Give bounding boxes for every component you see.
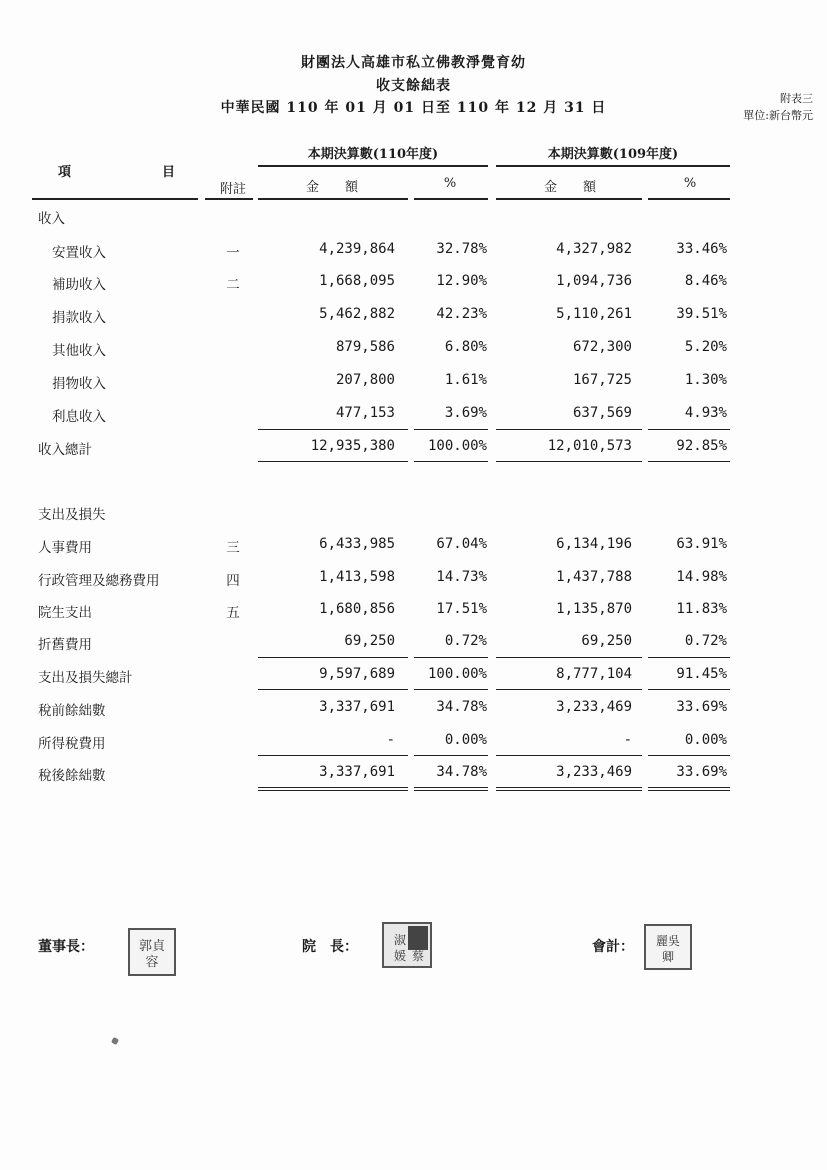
total-rule bbox=[496, 689, 642, 690]
pct-prior: 39.51% bbox=[676, 306, 727, 322]
amount-prior: 3,233,469 bbox=[556, 699, 632, 715]
row-label: 利息收入 bbox=[52, 409, 106, 425]
subtotal-rule bbox=[258, 429, 408, 430]
scan-speck bbox=[111, 1037, 119, 1045]
pct-current: 17.51% bbox=[436, 601, 487, 617]
pct-current: 3.69% bbox=[444, 405, 487, 421]
table-row bbox=[0, 306, 827, 328]
table-row bbox=[0, 339, 827, 361]
row-note: 一 bbox=[226, 245, 240, 261]
row-label: 人事費用 bbox=[38, 540, 92, 556]
rule-prior-top bbox=[496, 165, 730, 167]
row-expense-total bbox=[0, 666, 827, 688]
row-label: 捐款收入 bbox=[52, 310, 106, 326]
chair-seal bbox=[128, 928, 176, 976]
subtotal-rule bbox=[648, 657, 730, 658]
pct-prior: 11.83% bbox=[676, 601, 727, 617]
row-label: 支出及損失總計 bbox=[38, 670, 133, 686]
amount-current: 12,935,380 bbox=[310, 438, 395, 454]
head-item-1: 項 bbox=[58, 165, 72, 180]
row-label: 行政管理及總務費用 bbox=[38, 573, 160, 589]
amount-prior: 5,110,261 bbox=[556, 306, 632, 322]
subtotal-rule bbox=[496, 657, 642, 658]
row-note: 五 bbox=[226, 605, 240, 621]
svg-text:蔡: 蔡 bbox=[411, 949, 425, 963]
accountant-seal bbox=[644, 924, 692, 970]
amount-prior: 1,094,736 bbox=[556, 273, 632, 289]
head-prior: 本期決算數(109年度) bbox=[547, 147, 679, 162]
amount-prior: 6,134,196 bbox=[556, 536, 632, 552]
pct-prior: 0.00% bbox=[684, 732, 727, 748]
pct-current: 0.00% bbox=[444, 732, 487, 748]
double-rule bbox=[496, 787, 642, 788]
head-item-2: 目 bbox=[162, 165, 176, 180]
row-label: 支出及損失 bbox=[38, 507, 106, 523]
amount-current: - bbox=[386, 732, 395, 748]
pct-current: 0.72% bbox=[444, 633, 487, 649]
director-label: 院 長： bbox=[302, 939, 358, 955]
chair-label: 董事長： bbox=[38, 939, 94, 955]
amount-current: 3,337,691 bbox=[319, 699, 395, 715]
amount-prior: 672,300 bbox=[572, 339, 632, 355]
svg-text:媛: 媛 bbox=[393, 949, 407, 963]
table-row bbox=[0, 569, 827, 591]
row-income-total bbox=[0, 438, 827, 460]
pct-current: 34.78% bbox=[436, 764, 487, 780]
total-rule bbox=[414, 461, 488, 462]
subtotal-rule bbox=[414, 755, 488, 756]
amount-prior: 8,777,104 bbox=[556, 666, 632, 682]
pct-prior: 1.30% bbox=[684, 372, 727, 388]
pct-current: 12.90% bbox=[436, 273, 487, 289]
total-rule bbox=[258, 461, 408, 462]
svg-text:郭貞: 郭貞 bbox=[138, 939, 166, 954]
double-rule bbox=[258, 790, 408, 791]
subtotal-rule bbox=[496, 755, 642, 756]
row-label: 折舊費用 bbox=[38, 637, 92, 653]
pct-prior: 33.69% bbox=[676, 764, 727, 780]
seal-chair-graphic bbox=[130, 930, 174, 974]
head-note: 附註 bbox=[219, 182, 246, 197]
rule-amount-current bbox=[258, 198, 408, 200]
amount-current: 4,239,864 bbox=[319, 241, 395, 257]
double-rule bbox=[414, 787, 488, 788]
pct-prior: 63.91% bbox=[676, 536, 727, 552]
pct-prior: 91.45% bbox=[676, 666, 727, 682]
report-period: 中華民國 110 年 01 月 01 日至 110 年 12 月 31 日 bbox=[220, 100, 607, 116]
rule-amount-prior bbox=[496, 198, 642, 200]
row-label: 其他收入 bbox=[52, 343, 106, 359]
amount-current: 207,800 bbox=[335, 372, 395, 388]
amount-current: 3,337,691 bbox=[319, 764, 395, 780]
amount-current: 6,433,985 bbox=[319, 536, 395, 552]
pct-current: 14.73% bbox=[436, 569, 487, 585]
amount-prior: 1,437,788 bbox=[556, 569, 632, 585]
row-income-tax bbox=[0, 732, 827, 754]
amount-prior: 12,010,573 bbox=[547, 438, 632, 454]
amount-prior: 167,725 bbox=[572, 372, 632, 388]
row-label: 稅前餘絀數 bbox=[38, 703, 106, 719]
subtotal-rule bbox=[648, 755, 730, 756]
amount-current: 1,413,598 bbox=[319, 569, 395, 585]
row-aftertax bbox=[0, 764, 827, 786]
director-seal bbox=[382, 922, 432, 968]
row-label: 稅後餘絀數 bbox=[38, 768, 106, 784]
subtotal-rule bbox=[496, 429, 642, 430]
row-label: 所得稅費用 bbox=[38, 736, 106, 752]
accountant-label: 會計： bbox=[592, 939, 634, 955]
head-pct-prior: % bbox=[683, 176, 697, 191]
pct-current: 1.61% bbox=[444, 372, 487, 388]
total-rule bbox=[648, 461, 730, 462]
row-pretax bbox=[0, 699, 827, 721]
table-row bbox=[0, 633, 827, 655]
svg-text:卿: 卿 bbox=[661, 950, 675, 964]
pct-current: 34.78% bbox=[436, 699, 487, 715]
pct-prior: 0.72% bbox=[684, 633, 727, 649]
table-row bbox=[0, 405, 827, 427]
pct-current: 100.00% bbox=[427, 438, 487, 454]
total-rule bbox=[648, 689, 730, 690]
rule-note bbox=[205, 198, 253, 200]
svg-text:麗吳: 麗吳 bbox=[655, 934, 681, 948]
double-rule bbox=[258, 787, 408, 788]
amount-prior: 4,327,982 bbox=[556, 241, 632, 257]
amount-current: 477,153 bbox=[335, 405, 395, 421]
head-amount-current: 金 額 bbox=[305, 180, 358, 195]
pct-prior: 4.93% bbox=[684, 405, 727, 421]
pct-current: 100.00% bbox=[427, 666, 487, 682]
subtotal-rule bbox=[414, 657, 488, 658]
pct-prior: 33.69% bbox=[676, 699, 727, 715]
amount-prior: 69,250 bbox=[581, 633, 632, 649]
table-row bbox=[0, 536, 827, 558]
row-label: 捐物收入 bbox=[52, 376, 106, 392]
svg-text:容: 容 bbox=[145, 955, 159, 970]
pct-current: 67.04% bbox=[436, 536, 487, 552]
rule-pct-prior bbox=[648, 198, 730, 200]
double-rule bbox=[648, 790, 730, 791]
total-rule bbox=[258, 689, 408, 690]
pct-prior: 14.98% bbox=[676, 569, 727, 585]
amount-current: 1,668,095 bbox=[319, 273, 395, 289]
appendix-label: 附表三 bbox=[780, 92, 813, 105]
row-label: 收入 bbox=[38, 211, 65, 227]
row-note: 三 bbox=[226, 540, 240, 556]
double-rule bbox=[414, 790, 488, 791]
seal-accountant-graphic bbox=[646, 926, 690, 968]
head-pct-current: % bbox=[443, 176, 457, 191]
amount-prior: 1,135,870 bbox=[556, 601, 632, 617]
row-expense-header bbox=[0, 503, 827, 525]
amount-prior: - bbox=[623, 732, 632, 748]
amount-current: 5,462,882 bbox=[319, 306, 395, 322]
rule-item bbox=[32, 198, 198, 200]
head-current: 本期決算數(110年度) bbox=[307, 147, 439, 162]
row-label: 收入總計 bbox=[38, 442, 92, 458]
total-rule bbox=[496, 461, 642, 462]
total-rule bbox=[414, 689, 488, 690]
double-rule bbox=[496, 790, 642, 791]
table-row bbox=[0, 601, 827, 623]
seal-director-graphic bbox=[384, 924, 430, 966]
pct-prior: 92.85% bbox=[676, 438, 727, 454]
rule-current-top bbox=[258, 165, 488, 167]
table-row bbox=[0, 241, 827, 263]
report-title: 收支餘絀表 bbox=[376, 78, 451, 94]
pct-current: 42.23% bbox=[436, 306, 487, 322]
double-rule bbox=[648, 787, 730, 788]
table-row bbox=[0, 273, 827, 295]
pct-current: 32.78% bbox=[436, 241, 487, 257]
amount-current: 1,680,856 bbox=[319, 601, 395, 617]
pct-prior: 33.46% bbox=[676, 241, 727, 257]
row-note: 四 bbox=[226, 573, 240, 589]
subtotal-rule bbox=[258, 657, 408, 658]
row-label: 補助收入 bbox=[52, 277, 106, 293]
row-label: 安置收入 bbox=[52, 245, 106, 261]
svg-text:淑: 淑 bbox=[393, 933, 407, 947]
row-label: 院生支出 bbox=[38, 605, 92, 621]
rule-pct-current bbox=[414, 198, 488, 200]
pct-prior: 5.20% bbox=[684, 339, 727, 355]
amount-prior: 637,569 bbox=[572, 405, 632, 421]
row-income-header bbox=[0, 207, 827, 229]
row-note: 二 bbox=[226, 277, 240, 293]
amount-current: 69,250 bbox=[344, 633, 395, 649]
amount-prior: 3,233,469 bbox=[556, 764, 632, 780]
amount-current: 879,586 bbox=[335, 339, 395, 355]
subtotal-rule bbox=[648, 429, 730, 430]
unit-label: 單位:新台幣元 bbox=[743, 109, 813, 122]
amount-current: 9,597,689 bbox=[319, 666, 395, 682]
subtotal-rule bbox=[414, 429, 488, 430]
head-amount-prior: 金 額 bbox=[543, 180, 596, 195]
pct-current: 6.80% bbox=[444, 339, 487, 355]
subtotal-rule bbox=[258, 755, 408, 756]
org-name: 財團法人高雄市私立佛教淨覺育幼 bbox=[301, 55, 526, 71]
pct-prior: 8.46% bbox=[684, 273, 727, 289]
table-row bbox=[0, 372, 827, 394]
